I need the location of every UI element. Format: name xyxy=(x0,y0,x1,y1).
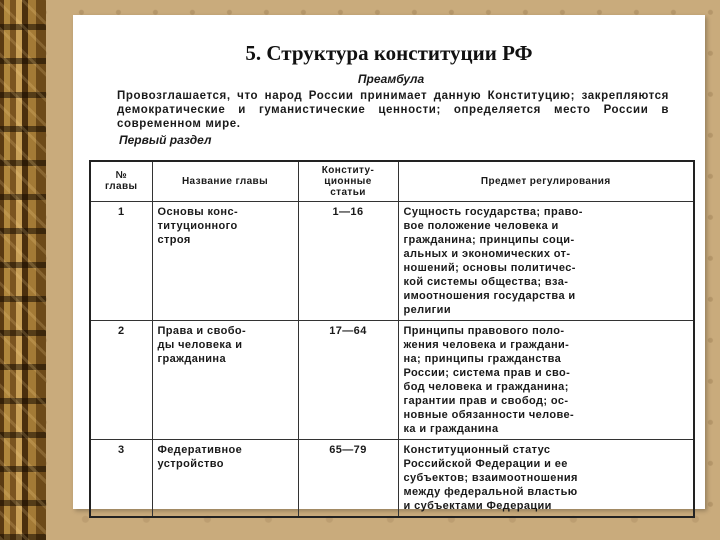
table-row xyxy=(90,201,694,320)
decorative-border xyxy=(0,0,46,540)
chapter-number: 1 xyxy=(90,201,152,320)
constitution-table xyxy=(89,160,695,518)
chapter-name: Основы конс- титуционного строя xyxy=(152,201,298,320)
table-header-row xyxy=(90,161,694,201)
chapter-name: Федеративное устройство xyxy=(152,439,298,517)
scanned-table-image xyxy=(89,72,693,512)
preamble-text: Провозглашается, что народ России принимает данную Конституцию; закрепляются демократические и гуманистические ценности; определяется место России в современном мире. xyxy=(117,90,669,130)
chapter-articles: 65—79 xyxy=(298,439,398,517)
header-articles: Конститу- ционные статьи xyxy=(298,161,398,201)
slide xyxy=(73,15,705,512)
chapter-subject: Сущность государства; право- вое положение человека и гражданина; принципы соци- альных и экономических от- ношений; основы политичес- кой системы общества; вза- имоотношения государства и религии xyxy=(398,201,694,320)
chapter-number: 3 xyxy=(90,439,152,517)
table-row xyxy=(90,439,694,517)
chapter-name: Права и свобо- ды человека и гражданина xyxy=(152,320,298,439)
table-row xyxy=(90,320,694,439)
header-chapter-name: Название главы xyxy=(152,161,298,201)
preamble-heading: Преамбула xyxy=(357,72,425,86)
slide-title: 5. Структура конституции РФ xyxy=(245,41,533,65)
chapter-articles: 1—16 xyxy=(298,201,398,320)
chapter-articles: 17—64 xyxy=(298,320,398,439)
header-subject: Предмет регулирования xyxy=(398,161,694,201)
header-chapter-number: № главы xyxy=(90,161,152,201)
chapter-subject: Принципы правового поло- жения человека и граждани- на; принципы гражданства России; система прав и сво- бод человека и гражданина; гарантии прав и свобод; ос- новные обязанности челове- ка и гражданина xyxy=(398,320,694,439)
chapter-number: 2 xyxy=(90,320,152,439)
section-heading: Первый раздел xyxy=(119,133,212,147)
chapter-subject: Конституционный статус Российской Федерации и ее субъектов; взаимоотношения между федеральной властью и субъектами Федерации xyxy=(398,439,694,517)
